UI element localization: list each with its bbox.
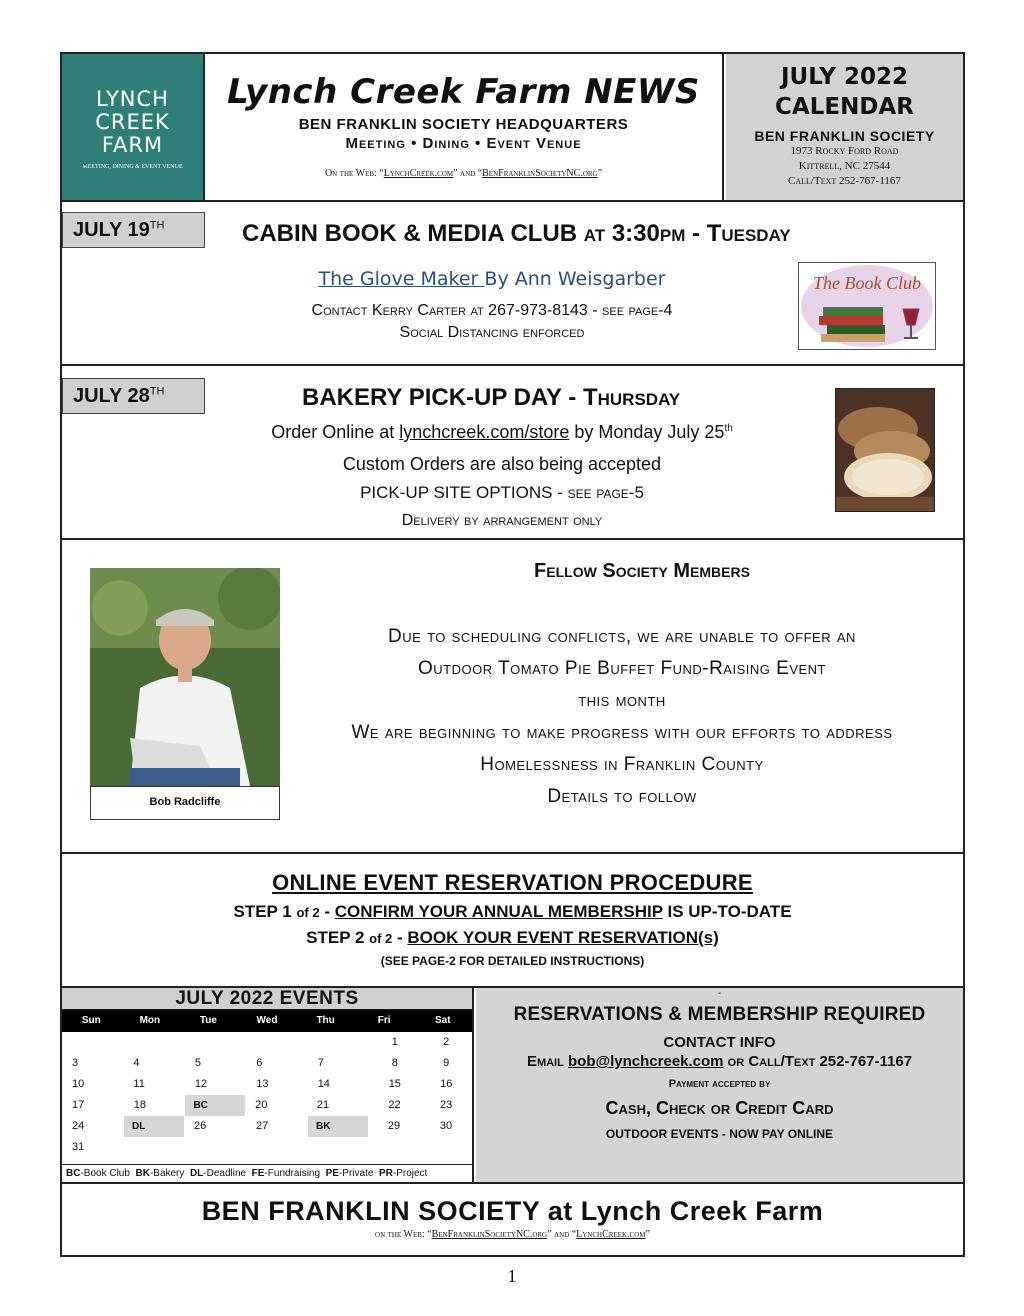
calendar-week-row xyxy=(62,1053,472,1074)
weekday-sun: Sun xyxy=(81,1015,101,1026)
procedure-title: ONLINE EVENT RESERVATION PROCEDURE xyxy=(272,870,753,895)
calendar-day-cell xyxy=(246,1032,307,1053)
bakery-order-line: Order Online at lynchcreek.com/store by Monday July 25th xyxy=(271,422,733,442)
calendar-day-cell: 2 xyxy=(443,1036,450,1048)
web-prefix: On the Web: “ xyxy=(324,168,384,179)
book-club-title: CABIN BOOK & MEDIA CLUB at 3:30pm - Tuesday xyxy=(242,220,791,247)
bakery-title: BAKERY PICK-UP DAY - Thursday xyxy=(302,384,681,411)
step-2: STEP 2 of 2 - BOOK YOUR EVENT RESERVATION(s) xyxy=(306,928,719,947)
message-line-1: Due to scheduling conflicts, we are unable to offer an xyxy=(388,626,856,647)
lynchcreek-link[interactable]: LynchCreek.com xyxy=(383,168,454,179)
calendar-event-cell: BK xyxy=(308,1116,368,1137)
masthead xyxy=(205,54,724,200)
book-club-image-text: The Book Club xyxy=(813,273,921,293)
calendar-day-cell: 12 xyxy=(194,1078,208,1090)
calendar-day-cell: 5 xyxy=(194,1057,201,1069)
reservations-info xyxy=(476,988,963,1182)
calendar-day-cell: 27 xyxy=(256,1120,269,1132)
weekday-fri: Fri xyxy=(377,1015,391,1026)
calendar-day-cell: 22 xyxy=(388,1099,401,1111)
footer-lynchcreek-link[interactable]: LynchCreek.com xyxy=(576,1229,646,1240)
calendar-day-cell: 29 xyxy=(387,1120,401,1132)
calendar-event-cell: DL xyxy=(124,1116,184,1137)
custom-orders: Custom Orders are also being accepted xyxy=(342,454,662,474)
logo-line-1: LYNCH xyxy=(96,87,169,111)
step-1: STEP 1 of 2 - CONFIRM YOUR ANNUAL MEMBERSHIP IS UP-TO-DATE xyxy=(233,902,792,921)
calendar-day-cell: 8 xyxy=(391,1057,398,1069)
dash-mark: - xyxy=(717,988,722,999)
member-photo xyxy=(90,568,280,786)
society-name: BEN FRANKLIN SOCIETY xyxy=(754,128,935,144)
calendar-day-cell xyxy=(308,1032,369,1053)
calendar-day-cell xyxy=(185,1032,246,1053)
address-phone: Call/Text 252-767-1167 xyxy=(788,175,901,187)
newsletter-header xyxy=(62,54,963,202)
calendar-day-cell: 6 xyxy=(256,1057,263,1069)
calendar-label: CALENDAR xyxy=(775,94,914,120)
address-city: Kittrell, NC 27544 xyxy=(798,160,891,172)
weekday-sat: Sat xyxy=(434,1015,451,1026)
address-street: 1973 Rocky Ford Road xyxy=(790,145,899,157)
calendar-day-cell: 23 xyxy=(440,1099,453,1111)
weekday-mon: Mon xyxy=(139,1015,161,1026)
calendar-day-cell: 11 xyxy=(133,1078,145,1090)
web-mid: ” and “ xyxy=(453,168,483,179)
delivery-note: Delivery by arrangement only xyxy=(401,512,603,529)
calendar-day-cell: 26 xyxy=(194,1120,207,1132)
calendar-day-cell: 30 xyxy=(439,1120,453,1132)
calendar-legend: BC-Book Club BK-Bakery DL-Deadline FE-Fundraising PE-Private PR-Project xyxy=(62,1164,472,1182)
events-calendar xyxy=(62,988,474,1182)
payment-methods: Cash, Check or Credit Card xyxy=(605,1098,834,1118)
calendar-day-cell: 14 xyxy=(317,1078,330,1090)
reservations-title: RESERVATIONS & MEMBERSHIP REQUIRED xyxy=(513,1004,926,1025)
pickup-options: PICK-UP SITE OPTIONS - see page-5 xyxy=(360,483,644,502)
page-number: 1 xyxy=(507,1266,517,1286)
web-suffix: ” xyxy=(597,168,603,179)
calendar-day-cell: 9 xyxy=(443,1057,450,1069)
calendar-day-cell xyxy=(123,1032,184,1053)
reservation-procedure xyxy=(62,854,963,988)
calendar-day-cell xyxy=(185,1137,246,1158)
book-reservation-link[interactable]: BOOK YOUR EVENT RESERVATION(s) xyxy=(407,928,719,947)
book-club-contact: Contact Kerry Carter at 267-973-8143 - see page-4 xyxy=(311,302,673,319)
payment-label: Payment accepted by xyxy=(668,1078,771,1090)
calendar-day-cell: 7 xyxy=(317,1057,324,1069)
lynch-creek-farm-logo xyxy=(62,54,205,200)
calendar-day-cell xyxy=(62,1032,123,1053)
calendar-day-cell: 24 xyxy=(72,1120,85,1132)
outdoor-events-note: OUTDOOR EVENTS - NOW PAY ONLINE xyxy=(605,1127,834,1141)
photo-caption: Bob Radcliffe xyxy=(90,786,280,820)
calendar-week-row xyxy=(62,1032,472,1053)
book-club-section xyxy=(62,202,963,366)
calendar-day-cell xyxy=(246,1137,307,1158)
calendar-day-cell: 10 xyxy=(72,1078,85,1090)
weekday-wed: Wed xyxy=(256,1015,278,1026)
calendar-week-row xyxy=(62,1137,472,1158)
message-line-5: Homelessness in Franklin County xyxy=(480,754,764,775)
calendar-heading-box xyxy=(726,54,963,200)
calendar-title: JULY 2022 EVENTS xyxy=(62,988,472,1010)
message-line-3: this month xyxy=(578,690,666,711)
calendar-day-cell: 1 xyxy=(391,1036,398,1048)
calendar-day-cell xyxy=(369,1137,420,1158)
calendar-day-cell: 31 xyxy=(72,1141,85,1153)
calendar-day-cell xyxy=(421,1137,472,1158)
calendar-day-cell: 13 xyxy=(256,1078,269,1090)
calendar-day-cell: 16 xyxy=(440,1078,453,1090)
footer-benfranklin-link[interactable]: BenFranklinSocietyNC.org xyxy=(431,1229,548,1240)
benfranklin-link[interactable]: BenFranklinSocietyNC.org xyxy=(482,168,598,179)
book-info xyxy=(62,268,922,290)
weekday-tue: Tue xyxy=(199,1015,217,1026)
calendar-day-cell: 4 xyxy=(133,1057,140,1069)
newsletter-frame xyxy=(60,52,965,1257)
members-section xyxy=(62,540,963,854)
calendar-day-cell: 17 xyxy=(72,1099,85,1111)
calendar-weekday-header xyxy=(62,1010,472,1032)
calendar-week-row xyxy=(62,1116,472,1137)
book-author: By Ann Weisgarber xyxy=(484,268,666,290)
calendar-week-row xyxy=(62,1095,472,1116)
bread-photo xyxy=(835,388,935,512)
book-club-image xyxy=(798,262,936,350)
calendar-month: JULY 2022 xyxy=(781,64,908,90)
instructions-note: (SEE PAGE-2 FOR DETAILED INSTRUCTIONS) xyxy=(380,954,645,968)
email-link[interactable]: bob@lynchcreek.com xyxy=(568,1053,724,1070)
footer-title: BEN FRANKLIN SOCIETY at Lynch Creek Farm xyxy=(201,1196,824,1226)
calendar-day-cell: 3 xyxy=(72,1057,79,1069)
confirm-membership-link[interactable]: CONFIRM YOUR ANNUAL MEMBERSHIP xyxy=(334,902,663,921)
contact-info-label: CONTACT INFO xyxy=(663,1034,776,1051)
distancing-note: Social Distancing enforced xyxy=(399,324,585,341)
book-club-date: JULY 19TH xyxy=(62,212,205,248)
venue-description: Meeting • Dining • Event Venue xyxy=(345,135,582,152)
calendar-day-cell: 21 xyxy=(316,1099,330,1111)
calendar-day-cell: 15 xyxy=(388,1078,401,1090)
bakery-date: JULY 28TH xyxy=(62,378,205,414)
newsletter-footer xyxy=(62,1182,963,1255)
footer-web-links: on the Web: “BenFranklinSocietyNC.org” and “LynchCreek.com” xyxy=(375,1229,650,1240)
calendar-body xyxy=(62,1032,472,1158)
message-line-4: We are beginning to make progress with our efforts to address xyxy=(351,722,893,743)
bakery-section xyxy=(62,366,963,540)
logo-line-3: FARM xyxy=(101,133,164,157)
logo-tagline: MEETING, DINING & EVENT VENUE xyxy=(82,164,183,170)
store-link[interactable]: lynchcreek.com/store xyxy=(399,422,570,442)
calendar-event-cell: BC xyxy=(185,1095,245,1116)
weekday-thu: Thu xyxy=(316,1015,335,1026)
book-title[interactable]: The Glove Maker xyxy=(318,268,485,290)
calendar-day-cell: 18 xyxy=(133,1099,146,1111)
contact-line: Email bob@lynchcreek.com or Call/Text 252-767-1167 xyxy=(526,1053,913,1070)
message-line-6: Details to follow xyxy=(547,786,697,807)
logo-line-2: CREEK xyxy=(95,110,170,134)
calendar-day-cell xyxy=(123,1137,184,1158)
newsletter-title: Lynch Creek Farm NEWS xyxy=(227,72,700,112)
calendar-day-cell: 20 xyxy=(255,1099,268,1111)
message-line-2: Outdoor Tomato Pie Buffet Fund-Raising Event xyxy=(418,658,826,679)
members-heading: Fellow Society Members xyxy=(534,560,750,582)
web-links xyxy=(205,168,722,179)
calendar-day-cell xyxy=(308,1137,369,1158)
calendar-week-row xyxy=(62,1074,472,1095)
newsletter-subtitle: BEN FRANKLIN SOCIETY HEADQUARTERS xyxy=(298,116,629,133)
